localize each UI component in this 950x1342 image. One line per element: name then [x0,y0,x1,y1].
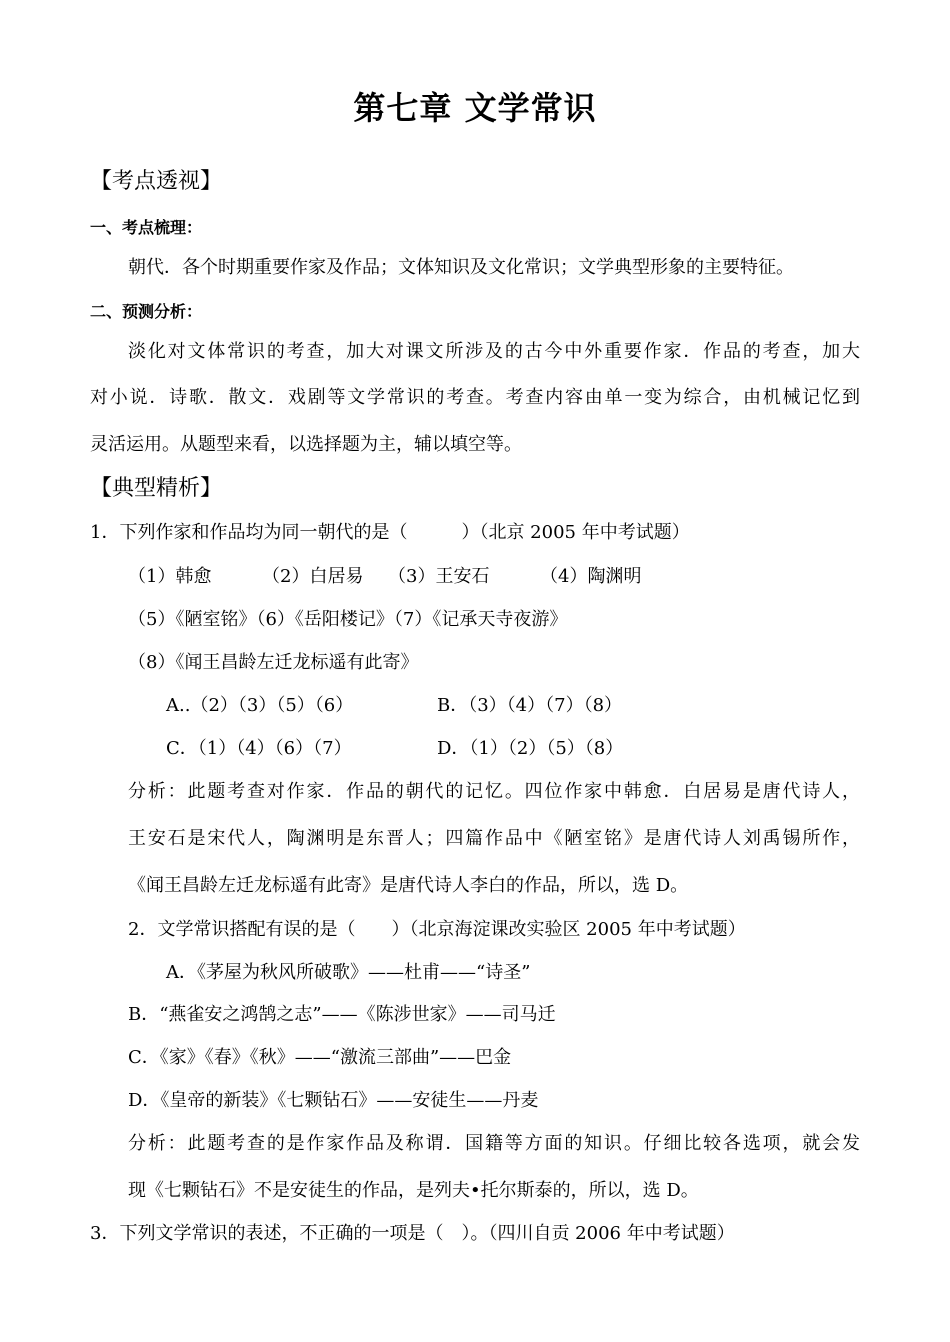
q2-option-d: D．《皇帝的新装》《七颗钻石》——安徒生——丹麦 [128,1090,539,1111]
prediction-text-line-1: 淡化对文体常识的考查，加大对课文所涉及的古今中外重要作家．作品的考查，加大 [128,341,860,362]
q1-works-list: （5）《陋室铭》（6）《岳阳楼记》（7）《记承天寺夜游》 [128,609,568,630]
question-1-stem: 1．下列作家和作品均为同一朝代的是（ ）（北京 2005 年中考试题） [90,522,690,543]
subheading-prediction: 二、预测分析： [90,302,203,321]
q1-analysis-line-1: 分析：此题考查对作家．作品的朝代的记忆。四位作家中韩愈．白居易是唐代诗人， [128,781,860,802]
q2-option-a: A．《茅屋为秋风所破歌》——杜甫——“诗圣” [166,962,531,983]
question-3-stem: 3．下列文学常识的表述，不正确的一项是（ ）。（四川自贡 2006 年中考试题） [90,1223,735,1244]
q1-option-d: D．（1）（2）（5）（8） [437,738,624,759]
q1-author-3: （3）王安石 [388,566,490,587]
exam-points-text: 朝代．各个时期重要作家及作品；文体知识及文化常识；文学典型形象的主要特征。 [128,257,794,278]
q2-option-b: B．“燕雀安之鸿鹄之志”——《陈涉世家》——司马迁 [128,1004,556,1025]
prediction-text-line-3: 灵活运用。从题型来看，以选择题为主，辅以填空等。 [90,434,522,455]
q2-analysis-line-1: 分析：此题考查的是作家作品及称谓．国籍等方面的知识。仔细比较各选项，就会发 [128,1133,860,1154]
q1-analysis-line-3: 《闻王昌龄左迁龙标遥有此寄》是唐代诗人李白的作品，所以，选 D。 [128,875,689,896]
q2-analysis-line-2: 现《七颗钻石》不是安徒生的作品，是列夫•托尔斯泰的，所以，选 D。 [128,1180,699,1201]
section-heading-overview: 【考点透视】 [90,169,223,194]
q1-author-1: （1）韩愈 [128,566,212,587]
q1-option-a: A..（2）（3）（5）（6） [166,695,354,716]
subheading-exam-points: 一、考点梳理： [90,218,203,237]
q1-author-2: （2）白居易 [262,566,364,587]
chapter-title: 第七章 文学常识 [353,89,597,127]
q1-option-c: C．（1）（4）（6）（7） [166,738,352,759]
q1-work-8: （8）《闻王昌龄左迁龙标遥有此寄》 [128,652,419,673]
question-2-stem: 2．文学常识搭配有误的是（ ）（北京海淀课改实验区 2005 年中考试题） [128,919,746,940]
q2-option-c: C．《家》《春》《秋》——“激流三部曲”——巴金 [128,1047,512,1068]
q1-analysis-line-2: 王安石是宋代人，陶渊明是东晋人；四篇作品中《陋室铭》是唐代诗人刘禹锡所作， [128,828,860,849]
q1-author-4: （4）陶渊明 [540,566,642,587]
prediction-text-line-2: 对小说．诗歌．散文．戏剧等文学常识的考查。考查内容由单一变为综合，由机械记忆到 [90,387,860,408]
q1-option-b: B．（3）（4）（7）（8） [437,695,623,716]
section-heading-analysis: 【典型精析】 [90,476,223,501]
